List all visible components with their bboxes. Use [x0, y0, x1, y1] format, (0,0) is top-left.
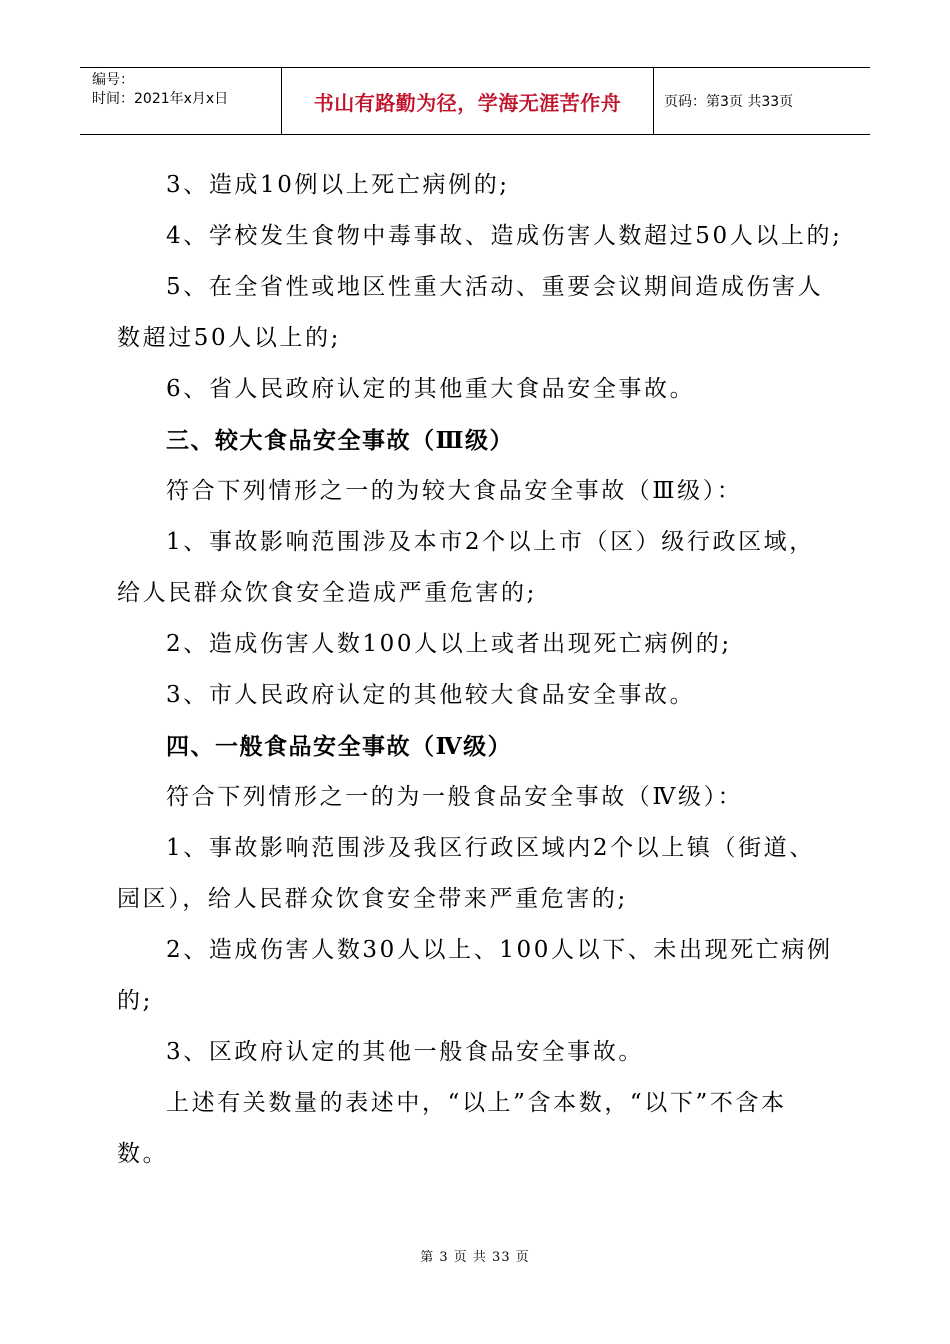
- body-line: 3、造成10例以上死亡病例的;: [166, 172, 510, 198]
- body-line: 的;: [117, 988, 153, 1014]
- header-page-info: 页码：第3页 共33页: [664, 94, 794, 110]
- section-heading: 三、较大食品安全事故（Ⅲ级）: [166, 427, 515, 454]
- header-motto: 书山有路勤为径，学海无涯苦作舟: [282, 68, 654, 134]
- body-line: 6、省人民政府认定的其他重大食品安全事故。: [166, 376, 696, 402]
- document-number-label: 编号：: [92, 72, 134, 88]
- body-line: 1、事故影响范围涉及我区行政区域内2个以上镇（街道、: [166, 835, 815, 861]
- body-line: 数。: [117, 1141, 169, 1167]
- body-line: 3、区政府认定的其他一般食品安全事故。: [166, 1039, 645, 1065]
- body-line: 3、市人民政府认定的其他较大食品安全事故。: [166, 682, 696, 708]
- body-line: 2、造成伤害人数30人以上、100人以下、未出现死亡病例: [166, 937, 833, 963]
- body-line: 1、事故影响范围涉及本市2个以上市（区）级行政区域，: [166, 529, 815, 555]
- document-body: [117, 160, 843, 1180]
- body-line: 2、造成伤害人数100人以上或者出现死亡病例的;: [166, 631, 732, 657]
- body-line: 符合下列情形之一的为一般食品安全事故（Ⅳ级）：: [166, 784, 744, 810]
- body-line: 上述有关数量的表述中，“以上”含本数，“以下”不含本: [166, 1090, 787, 1116]
- page-footer: 第 3 页 共 33 页: [420, 1250, 530, 1265]
- body-line: 符合下列情形之一的为较大食品安全事故（Ⅲ级）：: [166, 478, 743, 504]
- body-line: 数超过50人以上的;: [117, 325, 342, 351]
- document-time-label: 时间：2021年x月x日: [92, 91, 229, 107]
- body-line: 园区），给人民群众饮食安全带来严重危害的;: [117, 886, 628, 912]
- body-line: 4、学校发生食物中毒事故、造成伤害人数超过50人以上的;: [166, 223, 843, 249]
- body-line: 给人民群众饮食安全造成严重危害的;: [117, 580, 537, 606]
- body-line: 5、在全省性或地区性重大活动、重要会议期间造成伤害人: [166, 274, 824, 300]
- page-header: [80, 67, 870, 135]
- header-meta-cell: [80, 68, 282, 134]
- section-heading: 四、一般食品安全事故（Ⅳ级）: [166, 733, 513, 760]
